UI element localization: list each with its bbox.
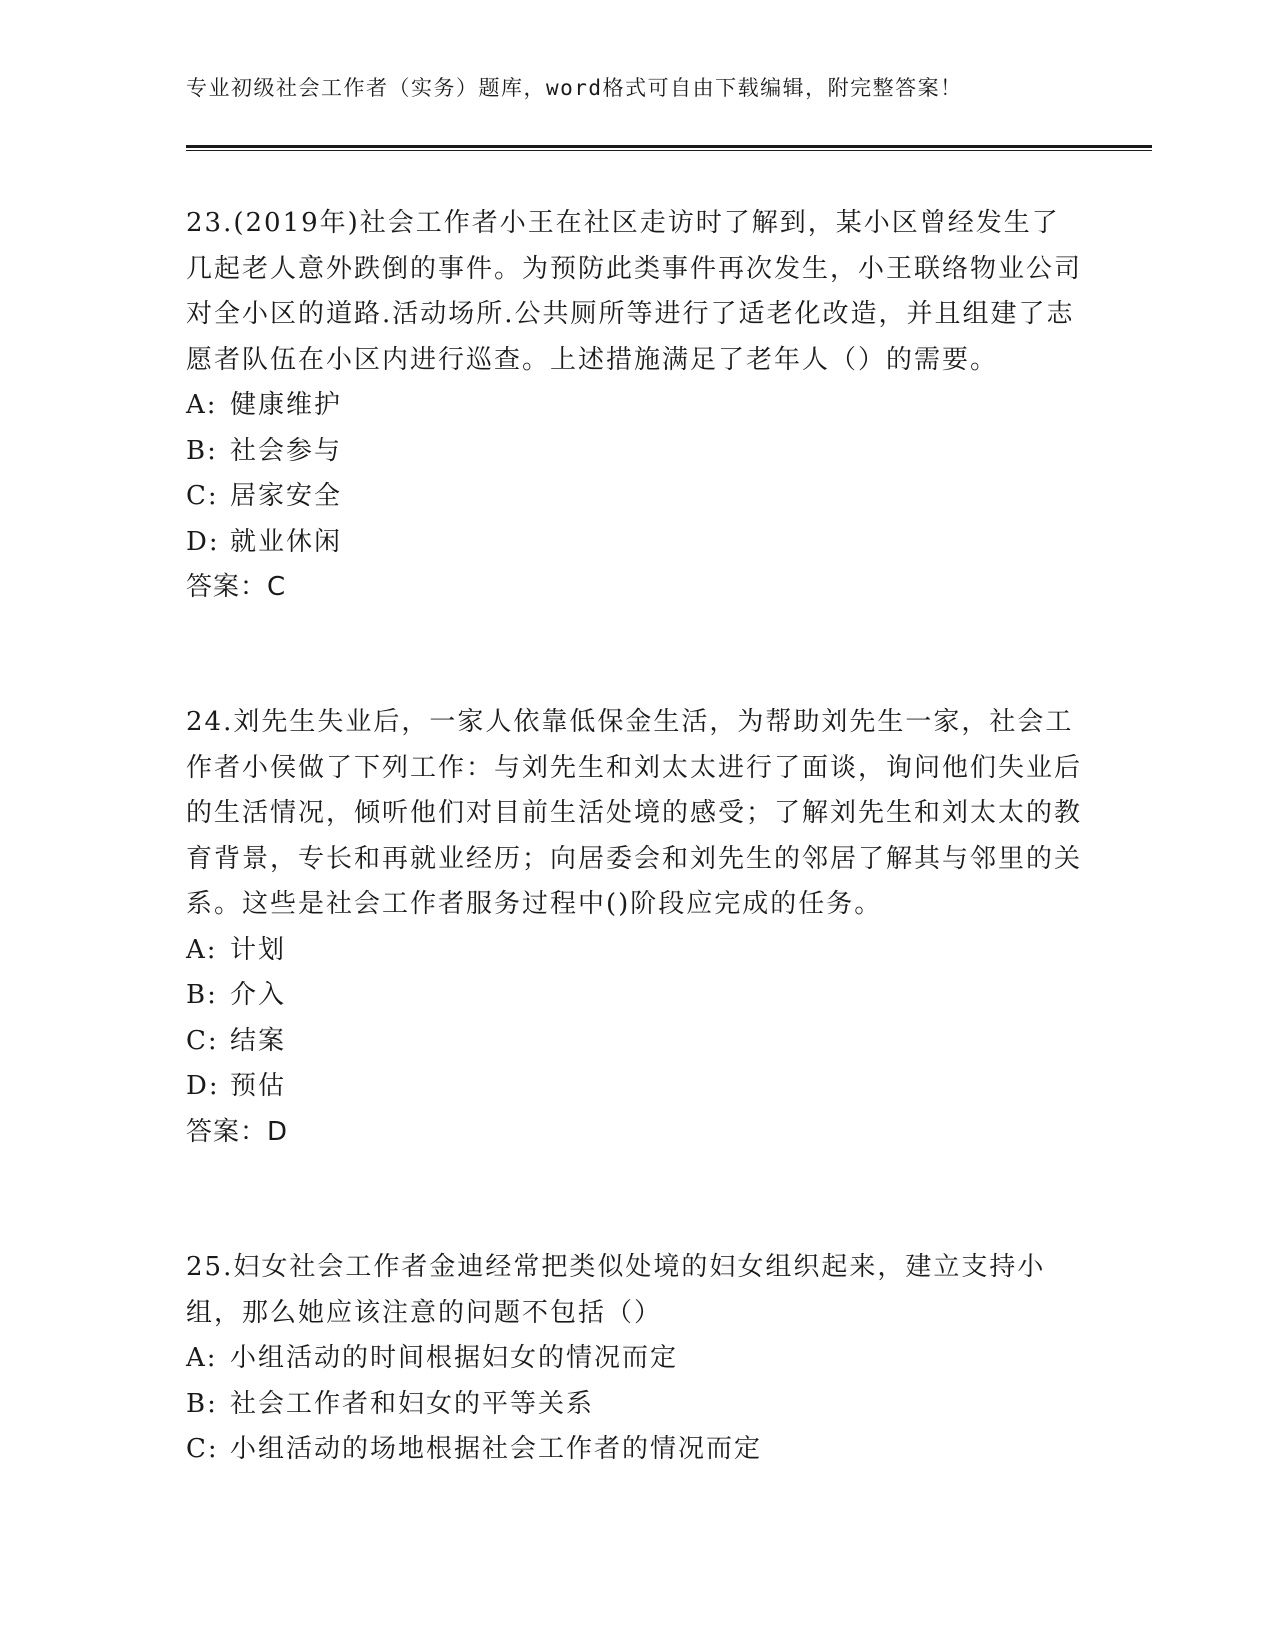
option-key: B: <box>186 980 218 1010</box>
option-key: D: <box>186 1071 220 1101</box>
page-header-title: 专业初级社会工作者（实务）题库，word格式可自由下载编辑，附完整答案！ <box>186 76 963 100</box>
option-a <box>186 1336 1086 1382</box>
option-d <box>186 520 1086 566</box>
option-b <box>186 429 1086 475</box>
option-text: 社会工作者和妇女的平等关系 <box>230 1388 595 1419</box>
option-text: 介入 <box>230 980 287 1010</box>
option-text: 结案 <box>230 1025 287 1056</box>
question-25 <box>186 1245 1086 1473</box>
option-text: 预估 <box>230 1071 287 1101</box>
option-key: A: <box>186 390 218 420</box>
option-text: 就业休闲 <box>230 526 343 557</box>
option-c <box>186 474 1086 520</box>
option-c <box>186 1427 1086 1473</box>
option-key: C: <box>186 481 219 511</box>
option-key: B: <box>186 1388 218 1419</box>
option-key: C: <box>186 1025 219 1056</box>
answer-line: 答案：C <box>186 572 287 602</box>
option-c <box>186 1019 1086 1065</box>
header-divider-thin <box>186 150 1152 151</box>
answer-line: 答案：D <box>186 1116 289 1147</box>
option-a <box>186 928 1086 974</box>
option-text: 小组活动的场地根据社会工作者的情况而定 <box>230 1434 763 1464</box>
question-stem: 23.(2019年)社会工作者小王在社区走访时了解到，某小区曾经发生了几起老人意外跌倒的事件。为预防此类事件再次发生，小王联络物业公司对全小区的道路.活动场所.公共厕所等进行了适老化改造，并且组建了志愿者队伍在小区内进行巡查。上述措施满足了老年人（）的需要。 <box>186 208 1083 375</box>
question-stem: 25.妇女社会工作者金迪经常把类似处境的妇女组织起来，建立支持小组，那么她应该注意的问题不包括（） <box>186 1252 1046 1328</box>
option-text: 社会参与 <box>230 435 343 466</box>
option-key: A: <box>186 934 218 965</box>
option-key: C: <box>186 1434 219 1464</box>
option-b <box>186 1382 1086 1428</box>
option-key: D: <box>186 526 220 557</box>
option-text: 计划 <box>230 934 287 965</box>
question-23 <box>186 201 1086 611</box>
header-divider-thick <box>186 145 1152 148</box>
option-text: 健康维护 <box>230 390 343 420</box>
option-text: 居家安全 <box>230 481 343 511</box>
option-d <box>186 1064 1086 1110</box>
option-a <box>186 383 1086 429</box>
option-text: 小组活动的时间根据妇女的情况而定 <box>230 1343 679 1373</box>
question-stem: 24.刘先生失业后，一家人依靠低保金生活，为帮助刘先生一家，社会工作者小侯做了下列工作：与刘先生和刘太太进行了面谈，询问他们失业后的生活情况，倾听他们对目前生活处境的感受；了解刘先生和刘太太的教育背景，专长和再就业经历；向居委会和刘先生的邻居了解其与邻里的关系。这些是社会工作者服务过程中()阶段应完成的任务。 <box>186 707 1083 919</box>
option-b <box>186 973 1086 1019</box>
option-key: B: <box>186 435 218 466</box>
option-key: A: <box>186 1343 218 1373</box>
question-24 <box>186 700 1086 1155</box>
